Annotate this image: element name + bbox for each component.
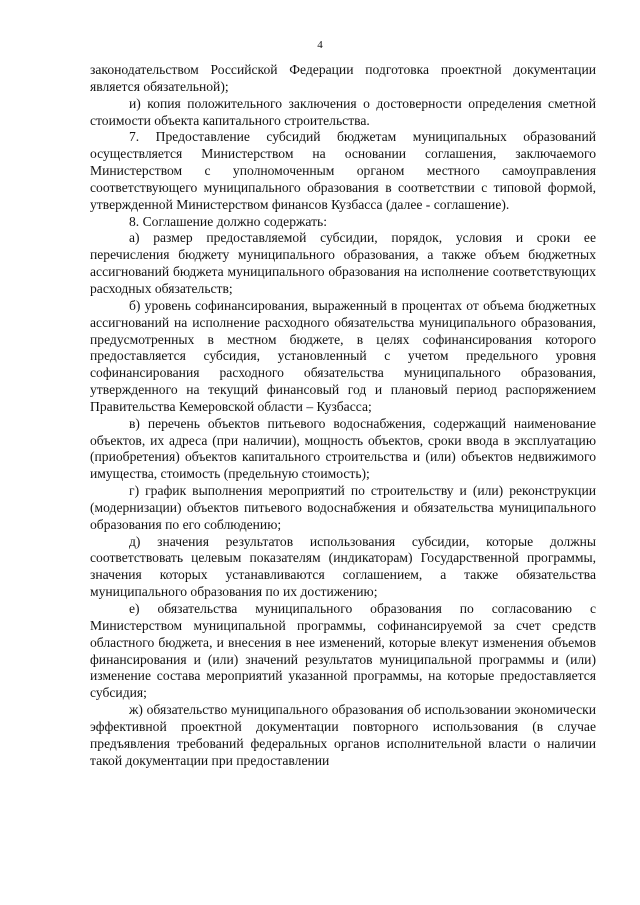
paragraph-item-g: г) график выполнения мероприятий по строительству и (или) реконструкции (модернизации) объектов питьевого водоснабжения и обязательства муниципального образования по его соблюдению; (90, 483, 596, 532)
paragraph-item-e: е) обязательства муниципального образования по согласованию с Министерством муниципальной программы, софинансируемой за счет средств областного бюджета, и внесения в нее изменений, которые влекут изменения объемов финансирования и (или) значений результатов муниципальной программы и (или) изменение состава мероприятий указанной программы, на которые предоставляется субсидия; (90, 601, 596, 701)
paragraph-item-a: а) размер предоставляемой субсидии, порядок, условия и сроки ее перечисления бюджету муниципального образования, а также объем бюджетных ассигнований бюджета муниципального образования на исполнение соответствующих расходных обязательств; (90, 230, 596, 296)
paragraph-clause-7: 7. Предоставление субсидий бюджетам муниципальных образований осуществляется Министерством на основании соглашения, заключаемого Министерством с уполномоченным органом местного самоуправления соответствующего муниципального образования в соответствии с типовой формой, утвержденной Министерством финансов Кузбасса (далее - соглашение). (90, 129, 596, 212)
paragraph-item-b: б) уровень софинансирования, выраженный в процентах от объема бюджетных ассигнований на исполнение расходного обязательства муниципального образования, предусмотренных в местном бюджете, в целях софинансирования которого предоставляется субсидия, установленный с учетом предельного уровня софинансирования расходного обязательства муниципального образования, утвержденного на текущий финансовый год и плановый период распоряжением Правительства Кемеровской области – Кузбасса; (90, 297, 596, 414)
paragraph-continuation: законодательством Российской Федерации подготовка проектной документации является обязательной); (90, 62, 596, 94)
document-body (90, 62, 596, 769)
paragraph-item-d: д) значения результатов использования субсидии, которые должны соответствовать целевым показателям (индикаторам) Государственной программы, значения которых устанавливаются соглашением, а также обязательства муниципального образования по их достижению; (90, 533, 596, 600)
paragraph-item-v: в) перечень объектов питьевого водоснабжения, содержащий наименование объектов, их адреса (при наличии), мощность объектов, сроки ввода в эксплуатацию (приобретения) объектов капитального строительства и (или) объектов недвижимого имущества, стоимость (предельную стоимость); (90, 415, 596, 482)
paragraph-item-zh: ж) обязательство муниципального образования об использовании экономически эффективной проектной документации повторного использования (в случае предъявления требований федеральных органов исполнительной власти о наличии такой документации при предоставлении (90, 702, 596, 768)
page-number: 4 (317, 39, 323, 51)
paragraph-clause-8: 8. Соглашение должно содержать: (129, 213, 327, 229)
paragraph-item-i: и) копия положительного заключения о достоверности определения сметной стоимости объекта капитального строительства. (90, 95, 596, 128)
